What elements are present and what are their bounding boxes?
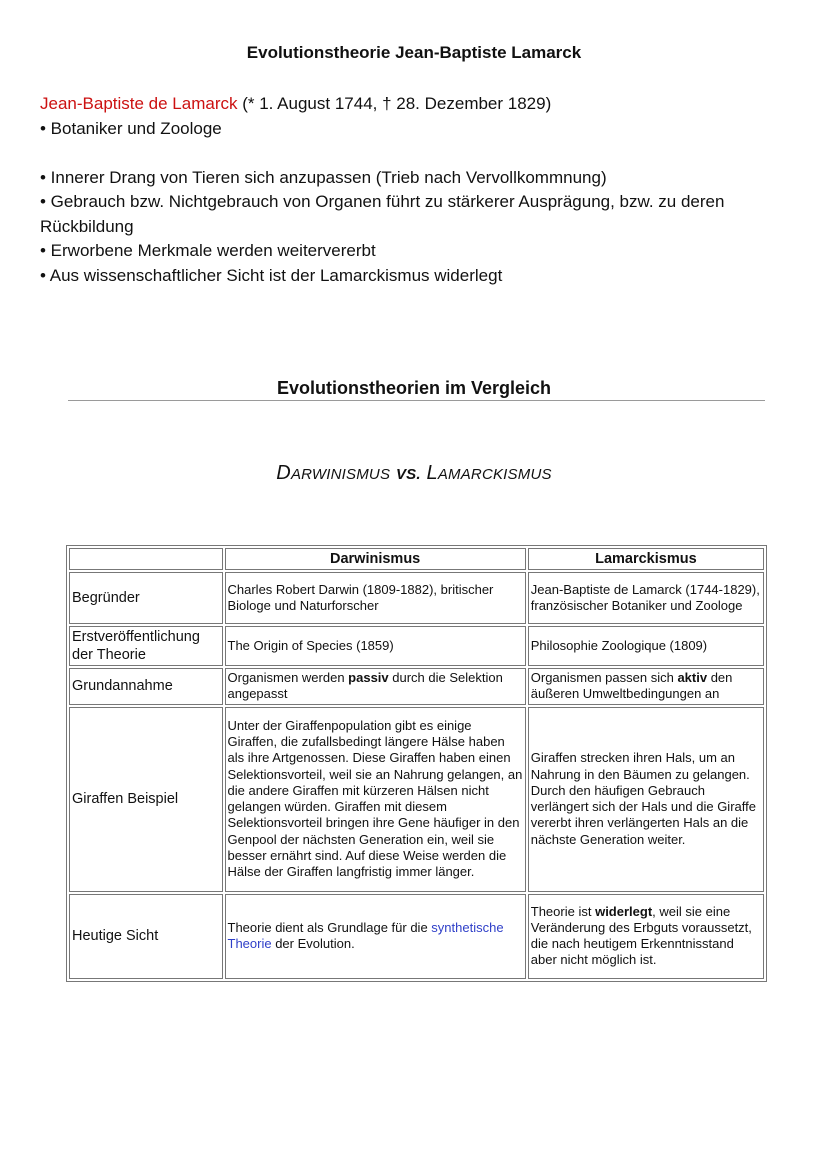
vs-title-vs: VS. (395, 466, 421, 483)
intro-point: • Gebrauch bzw. Nichtgebrauch von Organen führt zu stärkerer Ausprägung, bzw. zu deren Rückbildung (40, 192, 725, 236)
lamarck-emphasis: aktiv (677, 670, 708, 685)
darwin-text: der Evolution. (271, 936, 355, 952)
intro-block (40, 92, 800, 288)
darwin-text: Theorie dient als Grundlage für die (227, 919, 432, 935)
spacer (40, 141, 800, 166)
lamarck-text: , weil sie eine Veränderung des Erbguts voraussetzt, die nach heutigem Erkenntnisstand aber nicht möglich ist. (530, 903, 752, 968)
lamarck-emphasis: widerlegt (595, 903, 653, 919)
synthetische-theorie-link[interactable]: synthetische Theorie (227, 919, 504, 952)
darwin-text: durch die Selektion angepasst (227, 670, 503, 702)
row-label: Grundannahme (69, 668, 223, 705)
header-cell-lamarckismus: Lamarckismus (528, 548, 764, 570)
intro-profession: • Botaniker und Zoologe (40, 118, 222, 138)
lamarck-cell (528, 668, 764, 705)
comparison-table (66, 545, 767, 982)
vs-title (0, 462, 828, 485)
darwin-cell (225, 668, 526, 705)
lamarck-cell: Jean-Baptiste de Lamarck (1744-1829), französischer Botaniker und Zoologe (528, 572, 764, 624)
darwin-cell: The Origin of Species (1859) (225, 626, 526, 666)
table-row (69, 626, 764, 666)
header-cell-empty (69, 548, 223, 570)
table-row (69, 707, 764, 892)
darwin-emphasis: passiv (348, 670, 389, 685)
row-label: Giraffen Beispiel (69, 707, 223, 892)
darwin-cell: Charles Robert Darwin (1809-1882), britischer Biologe und Naturforscher (225, 572, 526, 624)
header-cell-darwinismus: Darwinismus (225, 548, 526, 570)
section-title: Evolutionstheorien im Vergleich (276, 378, 552, 398)
divider (68, 400, 765, 401)
page-title: Evolutionstheorie Jean-Baptiste Lamarck (246, 43, 582, 62)
row-label: Erstveröffentlichung der Theorie (69, 626, 223, 666)
darwin-cell: Unter der Giraffenpopulation gibt es einige Giraffen, die zufallsbedingt längere Hälse haben als ihre Artgenossen. Diese Giraffen haben einen Selektionsvorteil, weil sie an Nahrung gelangen, an die andere Giraffen mit kürzeren Hälsen nicht gelangen würden. Giraffen mit diesem Selektionsvorteil bringen ihre Gene häufiger in den Genpool der nächsten Generation ein, weil sie besser ernährt sind. Auf diese Weise werden die Hälse der Giraffen langfristig immer länger. (225, 707, 526, 892)
darwin-text: Organismen werden (227, 670, 349, 685)
intro-name-line (40, 92, 800, 117)
table-row (69, 668, 764, 705)
lamarck-dates: (* 1. August 1744, † 28. Dezember 1829) (237, 94, 552, 113)
vs-title-letter: D (276, 462, 291, 484)
lamarck-cell (528, 894, 764, 979)
table-row (69, 572, 764, 624)
row-label: Heutige Sicht (69, 894, 223, 979)
lamarck-name: Jean-Baptiste de Lamarck (40, 94, 238, 113)
darwin-cell (225, 894, 526, 979)
intro-point: • Aus wissenschaftlicher Sicht ist der Lamarckismus widerlegt (40, 265, 503, 285)
vs-title-rest: ARWINISMUS (290, 466, 391, 483)
lamarck-cell: Philosophie Zoologique (1809) (528, 626, 764, 666)
lamarck-text: den äußeren Umweltbedingungen an (530, 670, 733, 702)
row-label: Begründer (69, 572, 223, 624)
table-row (69, 894, 764, 979)
lamarck-text: Organismen passen sich (530, 670, 678, 685)
table-header-row (69, 548, 764, 570)
intro-point: • Innerer Drang von Tieren sich anzupassen (Trieb nach Vervollkommnung) (40, 167, 607, 187)
intro-point: • Erworbene Merkmale werden weitervererbt (40, 241, 376, 260)
vs-title-rest: AMARCKISMUS (437, 466, 552, 483)
lamarck-cell: Giraffen strecken ihren Hals, um an Nahrung in den Bäumen zu gelangen. Durch den häufigen Gebrauch verlängert sich der Hals und die Giraffe vererbt ihren verlängerten Hals an die nächste Generation weiter. (528, 707, 764, 892)
lamarck-text: Theorie ist (530, 903, 596, 919)
vs-title-letter: L (426, 462, 438, 484)
